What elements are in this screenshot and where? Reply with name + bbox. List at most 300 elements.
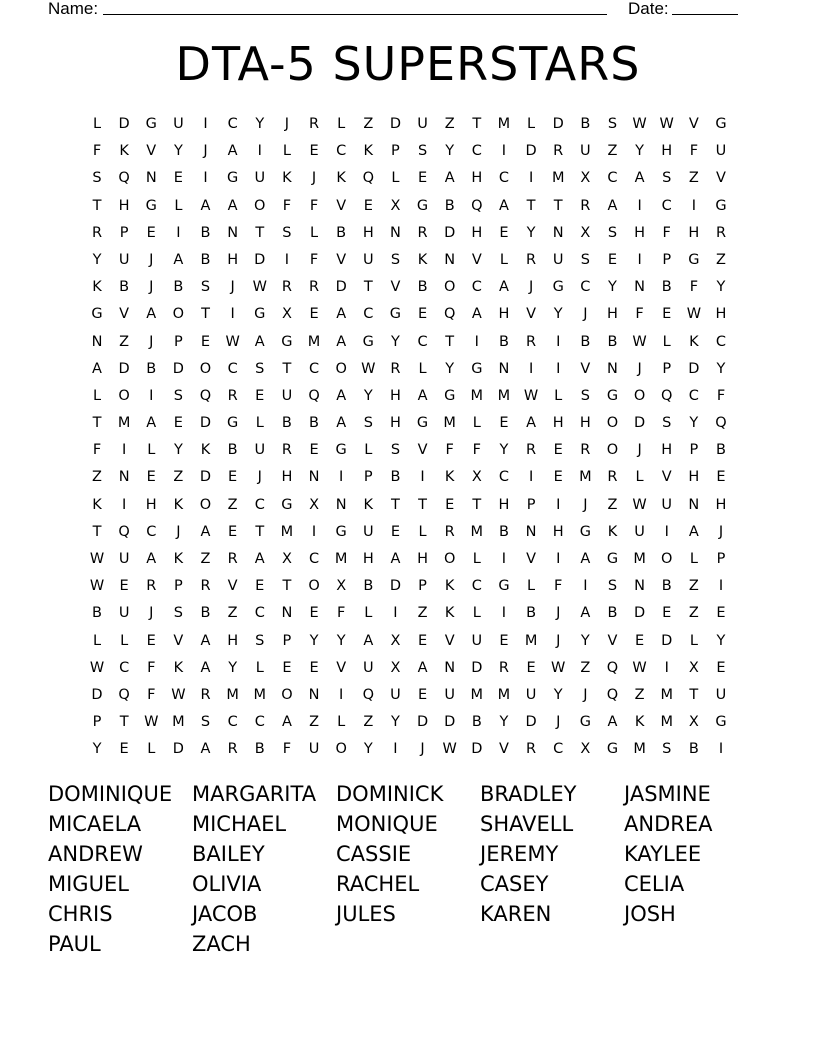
grid-letter: D xyxy=(389,578,401,595)
grid-letter: W xyxy=(442,741,457,758)
grid-letter: A xyxy=(390,551,401,567)
grid-letter: A xyxy=(336,387,347,404)
grid-letter: Q xyxy=(308,387,320,404)
grid-letter: L xyxy=(120,632,129,649)
grid-letter: I xyxy=(203,116,208,132)
grid-letter: B xyxy=(363,578,374,595)
word-list-item: SHAVELL xyxy=(480,812,574,836)
grid-letter: I xyxy=(556,496,561,513)
grid-letter: E xyxy=(228,523,238,540)
grid-letter: S xyxy=(607,224,618,241)
grid-letter: H xyxy=(661,143,673,160)
grid-letter: L xyxy=(92,387,102,404)
grid-letter: Z xyxy=(688,578,699,595)
grid-letter: N xyxy=(118,469,130,486)
grid-letter: O xyxy=(606,415,619,432)
grid-letter: B xyxy=(498,333,509,350)
grid-letter: Z xyxy=(173,469,184,486)
grid-letter: C xyxy=(471,578,482,595)
grid-letter: J xyxy=(556,605,561,622)
grid-letter: G xyxy=(444,387,456,404)
grid-letter: Y xyxy=(390,333,400,350)
grid-letter: W xyxy=(632,333,647,350)
grid-letter: R xyxy=(607,469,618,486)
grid-letter: E xyxy=(499,224,509,241)
grid-letter: T xyxy=(92,197,102,214)
grid-letter: A xyxy=(146,415,157,432)
grid-letter: Y xyxy=(716,360,726,377)
grid-letter: P xyxy=(526,496,536,513)
grid-letter: P xyxy=(716,551,726,567)
grid-letter: U xyxy=(715,143,727,160)
grid-letter: F xyxy=(445,442,454,459)
grid-letter: D xyxy=(389,116,401,132)
grid-letter: W xyxy=(686,306,702,323)
grid-letter: P xyxy=(662,360,672,377)
word-list-item: KAREN xyxy=(480,902,552,926)
grid-letter: J xyxy=(230,279,235,296)
grid-letter: W xyxy=(171,686,186,703)
grid-letter: R xyxy=(715,224,727,241)
grid-letter: A xyxy=(607,197,618,214)
grid-letter: V xyxy=(417,442,428,459)
grid-letter: Q xyxy=(443,306,456,323)
grid-letter: K xyxy=(92,279,102,296)
grid-letter: U xyxy=(254,170,266,187)
grid-letter: P xyxy=(363,469,373,486)
grid-letter: R xyxy=(200,686,211,703)
grid-letter: C xyxy=(227,360,238,377)
grid-letter: L xyxy=(92,116,102,132)
grid-letter: Q xyxy=(199,387,212,404)
grid-letter: F xyxy=(689,279,699,296)
grid-letter: I xyxy=(556,333,561,350)
grid-letter: V xyxy=(471,251,482,268)
grid-letter: B xyxy=(688,741,699,758)
grid-letter: G xyxy=(91,306,103,323)
grid-letter: B xyxy=(661,279,672,296)
grid-letter: U xyxy=(254,442,266,459)
grid-letter: K xyxy=(607,523,618,540)
grid-letter: W xyxy=(89,659,105,676)
grid-letter: S xyxy=(607,116,618,132)
grid-letter: G xyxy=(471,360,483,377)
grid-letter: Z xyxy=(688,605,699,622)
grid-letter: G xyxy=(335,523,347,540)
grid-letter: N xyxy=(281,605,293,622)
word-list-item: MONIQUE xyxy=(336,812,438,836)
grid-letter: W xyxy=(523,387,539,404)
grid-letter: B xyxy=(580,333,591,350)
grid-letter: A xyxy=(146,306,157,323)
grid-letter: O xyxy=(606,442,619,459)
grid-letter: Y xyxy=(716,632,726,649)
grid-letter: W xyxy=(659,116,674,132)
word-list-item: MIGUEL xyxy=(48,872,129,896)
grid-letter: E xyxy=(309,143,319,160)
grid-letter: K xyxy=(173,496,184,513)
grid-letter: O xyxy=(335,741,347,758)
grid-letter: V xyxy=(716,170,726,187)
name-line xyxy=(103,14,607,15)
grid-letter: V xyxy=(580,360,591,377)
grid-letter: A xyxy=(200,741,211,758)
grid-letter: E xyxy=(635,632,645,649)
grid-letter: U xyxy=(362,659,374,676)
grid-letter: L xyxy=(418,523,427,540)
grid-letter: R xyxy=(390,360,401,377)
grid-letter: Y xyxy=(390,714,400,731)
grid-letter: W xyxy=(632,496,647,513)
grid-letter: A xyxy=(688,523,699,540)
grid-letter: V xyxy=(336,197,347,214)
grid-letter: D xyxy=(254,251,266,268)
grid-letter: S xyxy=(580,387,590,404)
grid-letter: S xyxy=(662,415,672,432)
grid-letter: M xyxy=(253,686,267,703)
grid-letter: E xyxy=(499,632,509,649)
grid-letter: L xyxy=(147,442,156,459)
grid-letter: I xyxy=(230,306,235,323)
grid-letter: X xyxy=(390,197,401,214)
grid-letter: C xyxy=(308,360,320,377)
grid-letter: S xyxy=(255,632,265,649)
grid-letter: J xyxy=(583,686,588,703)
grid-letter: Y xyxy=(173,442,183,459)
grid-letter: I xyxy=(583,578,588,595)
grid-letter: E xyxy=(716,469,726,486)
grid-letter: D xyxy=(552,116,564,132)
word-list-item: MICHAEL xyxy=(192,812,287,836)
grid-letter: C xyxy=(688,387,699,404)
grid-letter: F xyxy=(689,143,699,160)
grid-letter: A xyxy=(146,551,157,567)
grid-letter: S xyxy=(580,251,590,268)
grid-letter: V xyxy=(146,143,157,160)
grid-letter: F xyxy=(336,605,346,622)
grid-letter: E xyxy=(119,741,129,758)
grid-letter: T xyxy=(363,279,373,296)
grid-letter: X xyxy=(281,551,292,567)
grid-letter: S xyxy=(417,143,428,160)
grid-letter: J xyxy=(311,170,317,187)
grid-letter: V xyxy=(688,116,699,132)
grid-letter: Y xyxy=(499,714,509,731)
grid-letter: D xyxy=(172,360,184,377)
grid-letter: G xyxy=(498,578,510,595)
grid-letter: S xyxy=(662,170,672,187)
word-list-item: JEREMY xyxy=(480,842,559,866)
grid-letter: M xyxy=(334,551,348,567)
grid-letter: Y xyxy=(255,116,265,132)
grid-letter: N xyxy=(525,523,537,540)
grid-letter: A xyxy=(363,632,374,649)
grid-letter: M xyxy=(497,686,511,703)
grid-letter: E xyxy=(363,197,373,214)
grid-letter: L xyxy=(364,605,373,622)
grid-letter: U xyxy=(715,686,727,703)
grid-letter: E xyxy=(200,333,211,350)
grid-letter: M xyxy=(497,116,511,132)
grid-letter: H xyxy=(227,632,239,649)
grid-letter: M xyxy=(524,632,538,649)
grid-letter: X xyxy=(580,224,591,241)
grid-letter: Z xyxy=(119,333,130,350)
grid-letter: G xyxy=(281,496,293,513)
grid-letter: N xyxy=(91,333,103,350)
grid-letter: Z xyxy=(688,170,699,187)
grid-letter: G xyxy=(145,197,157,214)
grid-letter: K xyxy=(173,551,184,567)
grid-letter: L xyxy=(662,333,671,350)
grid-letter: L xyxy=(92,632,102,649)
grid-letter: K xyxy=(363,496,374,513)
grid-letter: A xyxy=(580,551,591,567)
grid-letter: M xyxy=(117,415,131,432)
grid-letter: I xyxy=(637,197,642,214)
grid-letter: Z xyxy=(417,605,428,622)
grid-letter: I xyxy=(501,605,507,622)
grid-letter: Y xyxy=(608,279,617,296)
grid-letter: M xyxy=(660,686,673,703)
grid-letter: A xyxy=(200,523,211,540)
grid-letter: A xyxy=(471,306,482,323)
grid-letter: U xyxy=(118,251,130,268)
grid-letter: T xyxy=(445,333,455,350)
grid-letter: Y xyxy=(689,415,699,432)
grid-letter: C xyxy=(308,551,320,567)
grid-letter: I xyxy=(664,659,669,676)
grid-letter: R xyxy=(308,279,320,296)
grid-letter: B xyxy=(309,415,319,432)
grid-letter: Q xyxy=(606,659,619,676)
grid-letter: A xyxy=(92,360,102,377)
grid-letter: N xyxy=(634,578,646,595)
word-list-item: BRADLEY xyxy=(480,782,577,806)
grid-letter: J xyxy=(556,632,561,649)
grid-letter: N xyxy=(607,360,618,377)
word-list-item: MICAELA xyxy=(48,812,142,836)
grid-letter: C xyxy=(471,143,482,160)
grid-letter: D xyxy=(688,360,700,377)
grid-letter: J xyxy=(420,741,425,758)
grid-letter: L xyxy=(255,659,264,676)
grid-letter: L xyxy=(174,197,183,214)
grid-letter: O xyxy=(199,496,212,513)
grid-letter: T xyxy=(418,496,427,513)
grid-letter: W xyxy=(89,551,105,567)
grid-letter: O xyxy=(308,578,320,595)
grid-letter: S xyxy=(390,442,401,459)
word-list-item: BAILEY xyxy=(192,842,265,866)
grid-letter: V xyxy=(526,306,537,323)
grid-letter: C xyxy=(607,170,618,187)
grid-letter: C xyxy=(580,279,591,296)
grid-letter: J xyxy=(149,605,154,622)
grid-letter: K xyxy=(119,143,129,160)
grid-letter: K xyxy=(363,143,374,160)
grid-letter: O xyxy=(633,387,646,404)
grid-letter: U xyxy=(173,116,184,132)
grid-letter: C xyxy=(661,197,672,214)
grid-letter: J xyxy=(556,714,561,731)
grid-letter: I xyxy=(257,143,262,160)
grid-letter: K xyxy=(200,442,211,459)
grid-letter: M xyxy=(633,551,646,567)
grid-letter: E xyxy=(173,170,183,187)
grid-letter: M xyxy=(660,714,673,731)
grid-letter: C xyxy=(553,741,564,758)
grid-letter: T xyxy=(553,197,563,214)
grid-letter: B xyxy=(336,224,347,241)
grid-letter: J xyxy=(176,523,181,540)
grid-letter: A xyxy=(444,170,455,187)
grid-letter: D xyxy=(416,714,429,731)
grid-letter: F xyxy=(554,578,563,595)
grid-letter: K xyxy=(444,605,455,622)
grid-letter: N xyxy=(227,224,239,241)
grid-letter: A xyxy=(526,415,537,432)
grid-letter: Q xyxy=(118,523,130,540)
grid-letter: A xyxy=(254,551,265,567)
grid-letter: R xyxy=(526,442,537,459)
grid-letter: L xyxy=(527,116,536,132)
grid-letter: Z xyxy=(227,605,238,622)
grid-letter: L xyxy=(554,387,563,404)
grid-letter: G xyxy=(552,279,564,296)
grid-letter: L xyxy=(472,605,481,622)
grid-letter: D xyxy=(471,659,483,676)
grid-letter: X xyxy=(309,496,319,513)
grid-letter: E xyxy=(255,387,265,404)
word-list-item: MARGARITA xyxy=(192,782,317,806)
word-list-item: OLIVIA xyxy=(192,872,262,896)
grid-letter: R xyxy=(526,741,537,758)
grid-letter: U xyxy=(471,632,483,649)
grid-letter: N xyxy=(335,496,347,513)
grid-letter: E xyxy=(662,306,672,323)
grid-letter: B xyxy=(281,415,292,432)
grid-letter: X xyxy=(336,578,347,595)
grid-letter: C xyxy=(254,496,265,513)
grid-letter: R xyxy=(200,578,211,595)
grid-letter: R xyxy=(580,197,591,214)
grid-letter: D xyxy=(335,279,347,296)
grid-letter: L xyxy=(635,469,644,486)
grid-letter: T xyxy=(472,116,482,132)
grid-letter: O xyxy=(281,686,293,703)
grid-letter: C xyxy=(498,170,509,187)
grid-letter: G xyxy=(254,306,266,323)
grid-letter: N xyxy=(498,360,510,377)
date-label: Date: xyxy=(628,0,669,18)
grid-letter: I xyxy=(149,387,154,404)
word-list-item: PAUL xyxy=(48,932,101,956)
grid-letter: D xyxy=(444,224,456,241)
grid-letter: C xyxy=(254,605,265,622)
grid-letter: M xyxy=(497,387,511,404)
grid-letter: U xyxy=(634,523,645,540)
grid-letter: L xyxy=(689,632,698,649)
grid-letter: B xyxy=(173,279,184,296)
grid-letter: J xyxy=(257,469,262,486)
grid-letter: R xyxy=(553,143,564,160)
grid-letter: J xyxy=(149,333,154,350)
grid-letter: A xyxy=(336,333,347,350)
grid-letter: F xyxy=(282,197,292,214)
grid-letter: N xyxy=(389,224,401,241)
grid-letter: E xyxy=(255,578,265,595)
grid-letter: C xyxy=(254,714,265,731)
grid-letter: I xyxy=(637,251,642,268)
grid-letter: R xyxy=(281,442,292,459)
grid-letter: D xyxy=(118,360,130,377)
grid-letter: H xyxy=(389,415,401,432)
grid-letter: Z xyxy=(607,143,618,160)
grid-letter: H xyxy=(634,224,646,241)
grid-letter: I xyxy=(284,251,290,268)
grid-letter: V xyxy=(390,279,401,296)
grid-letter: T xyxy=(282,578,292,595)
grid-letter: T xyxy=(689,686,699,703)
grid-letter: Z xyxy=(607,496,618,513)
grid-letter: U xyxy=(444,686,455,703)
grid-letter: Z xyxy=(580,659,591,676)
grid-letter: T xyxy=(92,415,102,432)
grid-letter: M xyxy=(579,469,592,486)
grid-letter: Q xyxy=(471,197,483,214)
grid-letter: B xyxy=(498,523,509,540)
grid-letter: L xyxy=(391,170,400,187)
grid-letter: A xyxy=(498,197,509,214)
grid-letter: L xyxy=(282,143,291,160)
grid-letter: U xyxy=(308,741,320,758)
grid-letter: G xyxy=(688,251,700,268)
grid-letter: F xyxy=(309,197,319,214)
grid-letter: Q xyxy=(118,686,130,703)
grid-letter: B xyxy=(417,279,428,296)
grid-letter: U xyxy=(362,251,374,268)
grid-letter: A xyxy=(254,333,265,350)
grid-letter: W xyxy=(551,659,566,676)
grid-letter: I xyxy=(203,170,208,187)
grid-letter: E xyxy=(417,170,428,187)
grid-letter: S xyxy=(662,741,672,758)
grid-letter: U xyxy=(525,686,537,703)
grid-letter: Q xyxy=(661,387,673,404)
grid-letter: V xyxy=(526,551,537,567)
grid-letter: H xyxy=(715,306,727,323)
grid-letter: B xyxy=(607,605,618,622)
grid-letter: H xyxy=(281,469,293,486)
grid-letter: I xyxy=(393,741,398,758)
grid-letter: O xyxy=(118,387,130,404)
grid-letter: A xyxy=(227,197,238,214)
grid-letter: T xyxy=(472,496,482,513)
grid-letter: J xyxy=(583,306,588,323)
word-list-item: JASMINE xyxy=(624,782,711,806)
grid-letter: E xyxy=(173,415,183,432)
grid-letter: J xyxy=(637,360,642,377)
grid-letter: H xyxy=(498,306,510,323)
grid-letter: B xyxy=(254,741,265,758)
grid-letter: Y xyxy=(553,686,563,703)
grid-letter: K xyxy=(282,170,292,187)
grid-letter: L xyxy=(147,741,156,758)
grid-letter: Y xyxy=(363,387,373,404)
grid-letter: R xyxy=(526,251,537,268)
worksheet-header xyxy=(48,0,748,20)
